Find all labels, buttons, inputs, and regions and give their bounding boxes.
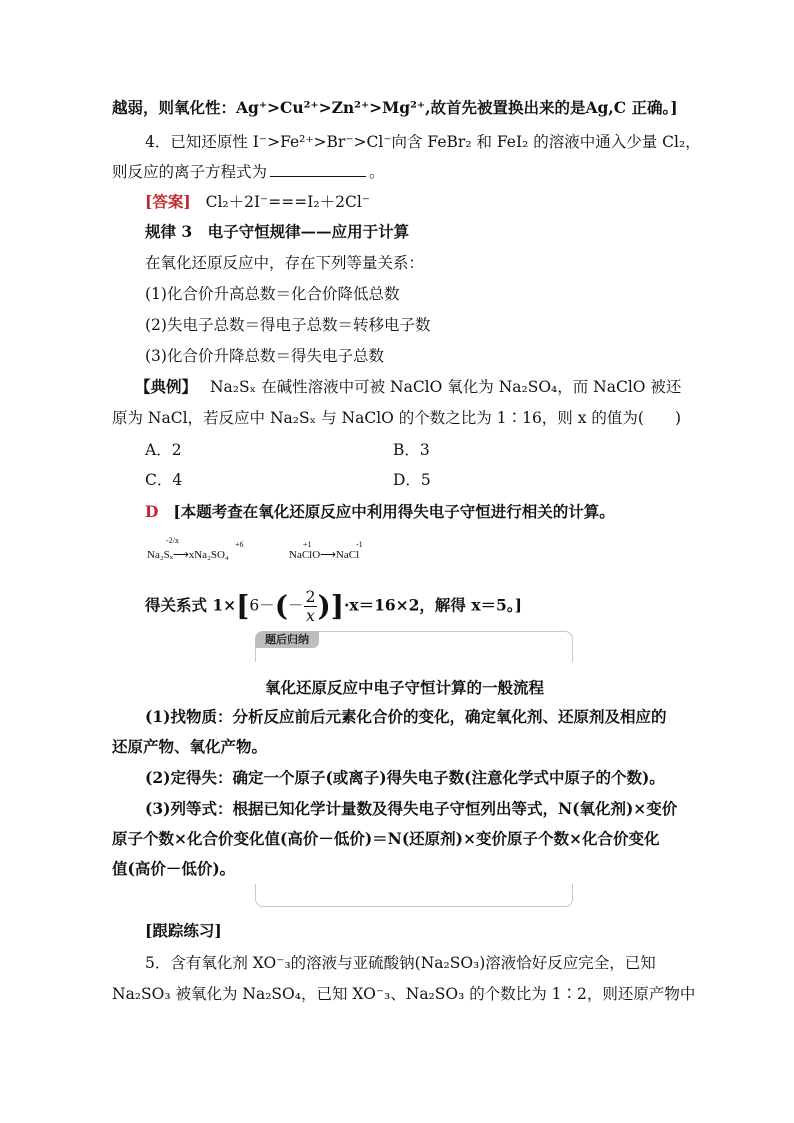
option-b: B．3 (393, 441, 430, 459)
bracket-open: [ (236, 589, 250, 623)
option-a: A．2 (145, 441, 182, 459)
example-tag: 【典例】 (135, 377, 198, 396)
question-4-line-2 (112, 161, 385, 182)
step-2: (2)定得失：确定一个原子(或离子)得失电子数(注意化学式中原子的个数)。 (145, 768, 665, 787)
summary-box-bottom (255, 884, 573, 907)
fraction-denominator: x (306, 607, 315, 625)
answer-text: Cl₂＋2I⁻===I₂＋2Cl⁻ (205, 193, 370, 211)
question-4-prompt: 则反应的离子方程式为 (112, 163, 268, 181)
ox-state-s-product: +6 (235, 540, 244, 549)
calc-six: 6－ (249, 596, 275, 615)
ox-state-cl-product: -1 (356, 540, 363, 549)
question-5-line-1: 5．含有氧化剂 XO⁻₃的溶液与亚硫酸钠(Na₂SO₃)溶液恰好反应完全，已知 (145, 954, 656, 972)
example-text-1: Na₂Sₓ 在碱性溶液中可被 NaClO 氧化为 Na₂SO₄，而 NaClO 被还 (209, 378, 682, 396)
relation-2: (2)失电子总数＝得电子总数＝转移电子数 (145, 316, 431, 334)
continuation-line: 越弱，则氧化性：Ag⁺>Cu²⁺>Zn²⁺>Mg²⁺,故首先被置换出来的是Ag,C 正确。] (112, 98, 678, 117)
follow-up-heading: [跟踪练习] (145, 921, 222, 940)
paren-open: ( (274, 589, 289, 623)
calc-suffix: ·x＝16×2，解得 x＝5。] (343, 595, 522, 615)
summary-tag: 题后归纳 (255, 631, 319, 648)
question-4-line-1: 4．已知还原性 I⁻>Fe²⁺>Br⁻>Cl⁻向含 FeBr₂ 和 FeI₂ 的溶液中通入少量 Cl₂， (145, 133, 701, 151)
summary-title: 氧化还原反应中电子守恒计算的一般流程 (265, 678, 545, 697)
step-3-line-2: 原子个数×化合价变化值(高价－低价)＝N(还原剂)×变价原子个数×化合价变化 (112, 829, 660, 848)
step-1-line-1: (1)找物质：分析反应前后元素化合价的变化，确定氧化剂、还原剂及相应的 (145, 707, 667, 726)
answer-tag: [答案] (145, 192, 191, 211)
relation-1: (1)化合价升高总数＝化合价降低总数 (145, 285, 400, 303)
step-1-line-2: 还原产物、氧化产物。 (112, 737, 268, 756)
solution-text: [本题考查在氧化还原反应中利用得失电子守恒进行相关的计算。 (173, 502, 615, 521)
step-3-line-3: 值(高价－低价)。 (112, 859, 236, 878)
fraction (304, 588, 318, 625)
step-3-line-1: (3)列等式：根据已知化学计量数及得失电子守恒列出等式，N(氧化剂)×变价 (145, 799, 678, 818)
bracket-close: ] (330, 589, 344, 623)
option-d: D．5 (393, 471, 431, 489)
calculation-line (145, 588, 522, 625)
solution-answer: D (145, 502, 159, 521)
fraction-numerator: 2 (305, 588, 316, 606)
question-5-line-2: Na₂SO₃ 被氧化为 Na₂SO₄，已知 XO⁻₃、Na₂SO₃ 的个数比为 1∶2，则还原产物中 (112, 985, 696, 1003)
ox-state-cl: +1 (303, 540, 312, 549)
calc-minus: － (288, 596, 304, 615)
reaction-sulfur: Na₂Sₓ⟶xNa₂SO₄ (147, 549, 229, 561)
calc-prefix: 得关系式 1× (145, 595, 237, 615)
solution-line (145, 502, 615, 522)
option-c: C．4 (145, 471, 183, 489)
example-line-1 (135, 377, 681, 397)
reaction-chlorine: NaClO⟶NaCl (289, 549, 360, 561)
answer-line (145, 192, 370, 212)
answer-blank (270, 161, 366, 177)
question-4-period: 。 (369, 163, 385, 181)
paren-close: ) (317, 589, 331, 623)
ox-state-s: -2/x (166, 536, 179, 545)
rule-intro: 在氧化还原反应中，存在下列等量关系： (145, 254, 425, 272)
example-line-2: 原为 NaCl，若反应中 Na₂Sₓ 与 NaClO 的个数之比为 1∶16，则 x 的值为( ) (112, 409, 681, 427)
rule-heading: 规律 3 电子守恒规律——应用于计算 (145, 222, 410, 241)
relation-3: (3)化合价升降总数＝得失电子总数 (145, 347, 384, 365)
